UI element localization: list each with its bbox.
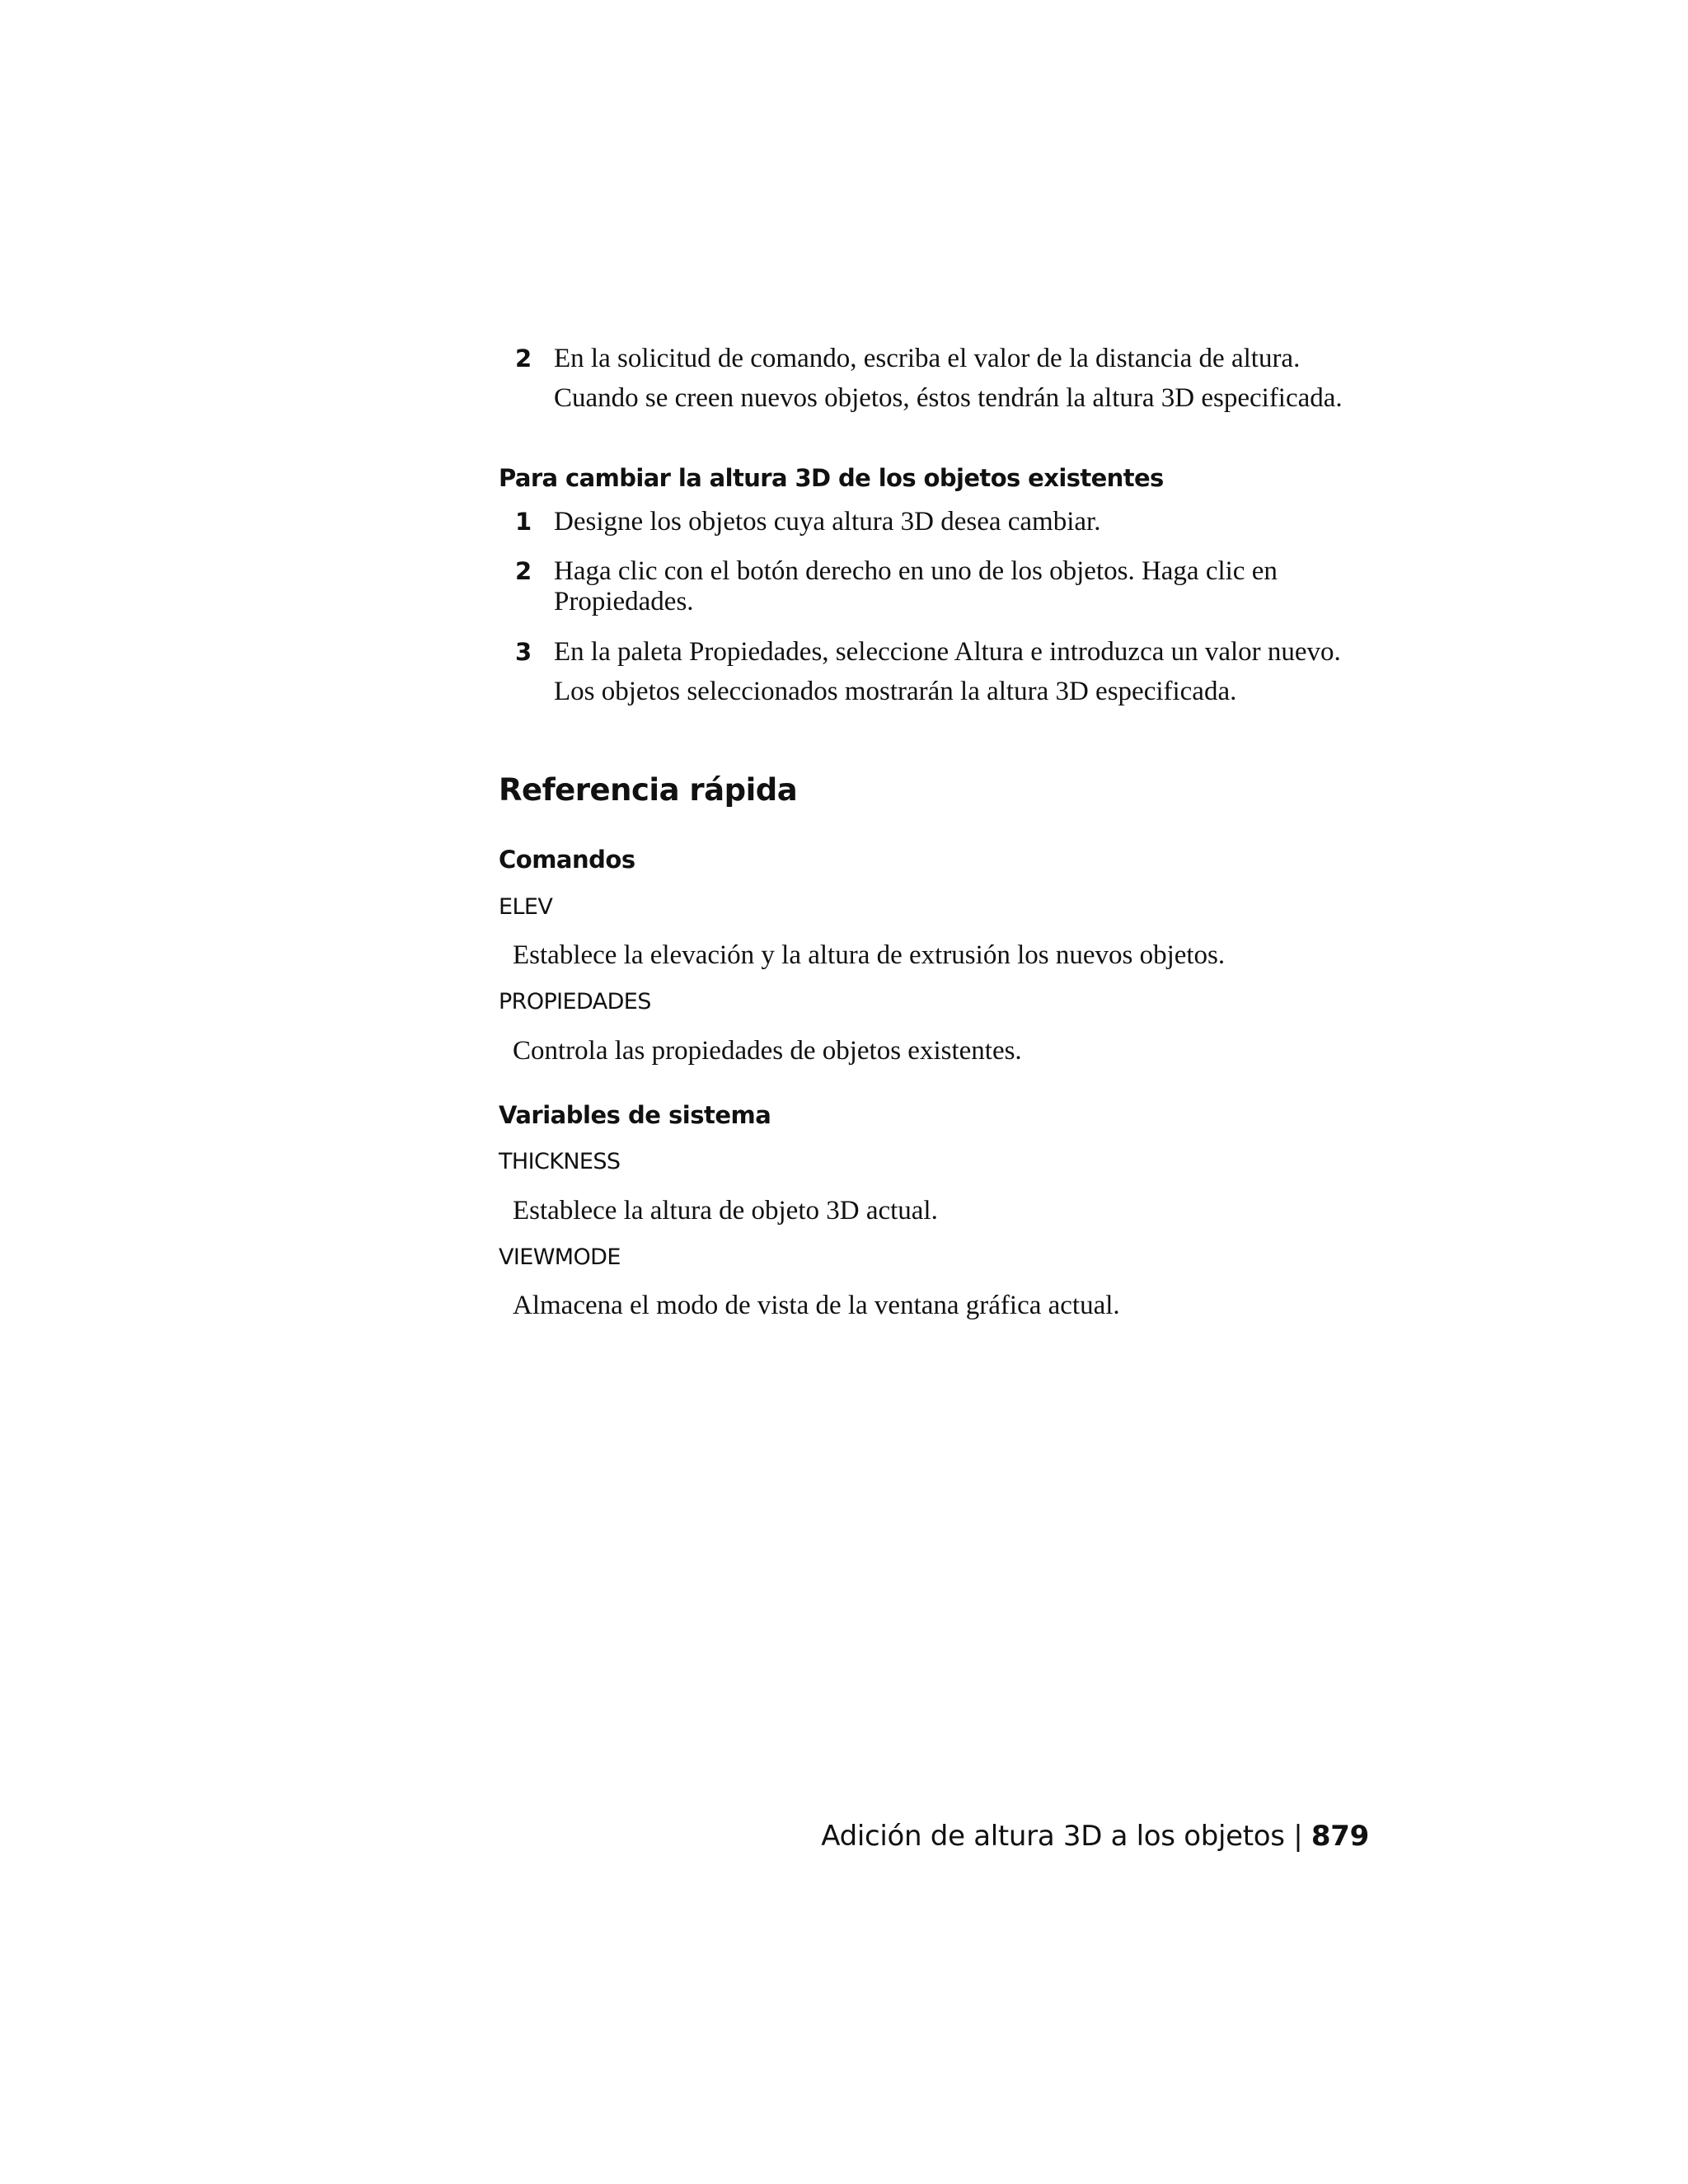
page-footer	[821, 1818, 1369, 1854]
page-number: 879	[1311, 1820, 1369, 1853]
footer-separator: |	[1293, 1820, 1303, 1853]
step-number: 1	[515, 508, 532, 536]
step-text: Designe los objetos cuya altura 3D desea cambiar.	[554, 507, 1101, 537]
step-number: 3	[515, 638, 532, 666]
step-text: Haga clic con el botón derecho en uno de los objetos. Haga clic en	[554, 556, 1278, 586]
procedure-heading: Para cambiar la altura 3D de los objetos existentes	[499, 464, 1164, 492]
step-number: 2	[515, 344, 532, 373]
variable-term: VIEWMODE	[499, 1244, 621, 1270]
subsection-heading-commands: Comandos	[499, 846, 635, 874]
command-term: PROPIEDADES	[499, 989, 651, 1015]
command-term: ELEV	[499, 894, 553, 920]
step-number: 2	[515, 557, 532, 585]
footer-title: Adición de altura 3D a los objetos	[821, 1820, 1285, 1853]
command-description: Establece la elevación y la altura de extrusión los nuevos objetos.	[513, 940, 1226, 970]
variable-term: THICKNESS	[499, 1149, 621, 1174]
step-text-continued: Propiedades.	[554, 587, 694, 616]
command-description: Controla las propiedades de objetos existentes.	[513, 1036, 1022, 1066]
step-text: En la solicitud de comando, escriba el valor de la distancia de altura.	[554, 344, 1301, 373]
step-text: En la paleta Propiedades, seleccione Altura e introduzca un valor nuevo.	[554, 637, 1341, 667]
step-result: Los objetos seleccionados mostrarán la altura 3D especificada.	[554, 677, 1237, 706]
section-heading: Referencia rápida	[499, 772, 798, 808]
variable-description: Almacena el modo de vista de la ventana gráfica actual.	[513, 1291, 1120, 1320]
step-result: Cuando se creen nuevos objetos, éstos tendrán la altura 3D especificada.	[554, 383, 1343, 413]
subsection-heading-system-variables: Variables de sistema	[499, 1101, 771, 1129]
variable-description: Establece la altura de objeto 3D actual.	[513, 1196, 938, 1226]
